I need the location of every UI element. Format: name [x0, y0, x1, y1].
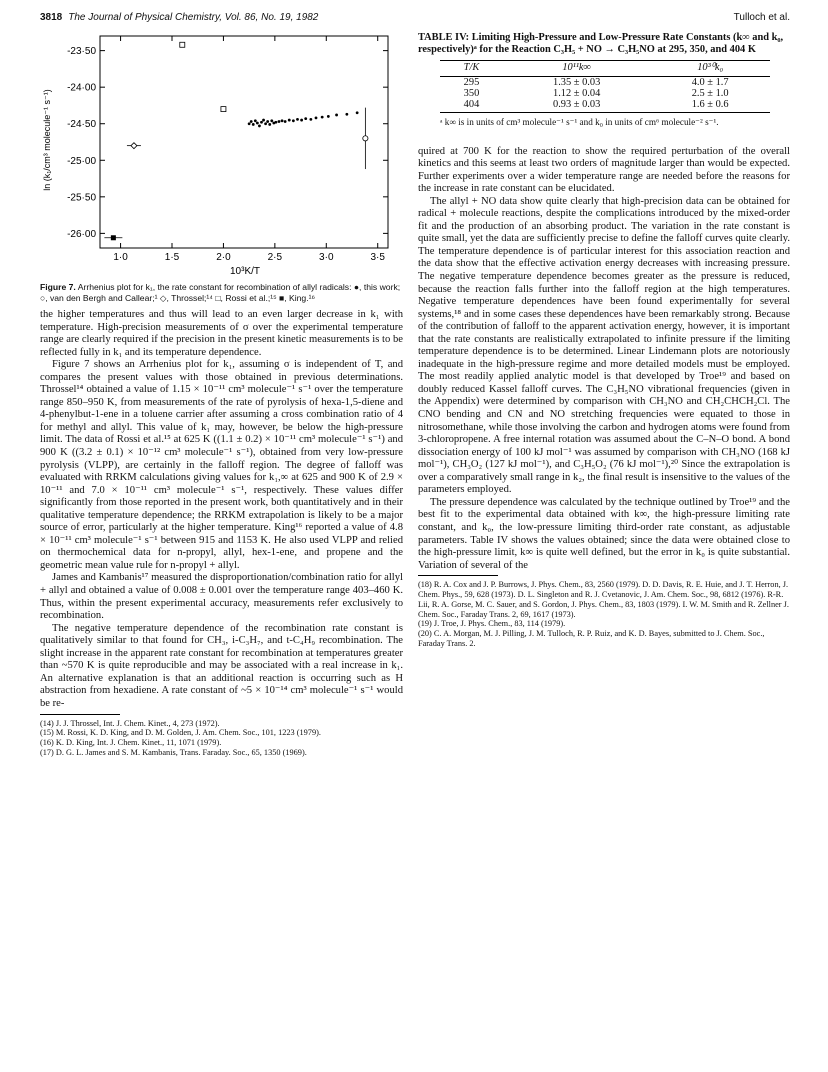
- data-point: [288, 119, 291, 122]
- data-point: [296, 118, 299, 121]
- data-point: [270, 119, 273, 122]
- figure-caption: [40, 282, 403, 303]
- data-point: [292, 119, 295, 122]
- y-tick-label: -25·50: [67, 192, 96, 204]
- data-point: [256, 122, 259, 125]
- table-header: 10¹¹k∞: [503, 61, 650, 77]
- left-column: [40, 30, 403, 758]
- footnote-separator: [418, 575, 498, 576]
- data-point: [262, 119, 265, 122]
- table-cell: 404: [440, 99, 503, 113]
- table-footnote: ᵃ k∞ is in units of cm³ molecule⁻¹ s⁻¹ and k₀ in units of cm⁶ molecule⁻² s⁻¹.: [440, 116, 719, 127]
- reference: (16) K. D. King, Int. J. Chem. Kinet., 11, 1071 (1979).: [40, 738, 222, 748]
- figure-caption-label: Figure 7.: [40, 282, 76, 292]
- y-tick-label: -24·00: [67, 82, 96, 94]
- reference: (14) J. J. Throssel, Int. J. Chem. Kinet., 4, 273 (1972).: [40, 718, 220, 728]
- table-cell: 295: [463, 76, 480, 88]
- data-point: [284, 120, 287, 123]
- x-tick-label: 2·5: [267, 252, 283, 263]
- reference: (17) D. G. L. James and S. M. Kambanis, Trans. Faraday. Soc., 65, 1350 (1969).: [40, 747, 307, 757]
- table-header: 10³⁰k₀: [650, 61, 770, 77]
- references-right: [418, 580, 790, 649]
- table-cell: 4.0 ± 1.7: [691, 76, 729, 88]
- y-tick-label: -23·50: [67, 46, 96, 58]
- data-point: [327, 115, 330, 118]
- body-paragraph: James and Kambanis¹⁷ measured the disproportionation/combination ratio for allyl + allyl and obtained a value of 0.008 ± 0.001 over the temperature range 403–460 K. Thus, within the present experimental accuracy, measurements refer exclusively to recombination.: [40, 572, 403, 622]
- y-tick-label: -25·00: [67, 155, 96, 167]
- table-cell: 1.6 ± 0.6: [650, 99, 770, 113]
- data-point: [254, 119, 257, 122]
- data-point: [250, 120, 253, 123]
- y-tick-label: -26·00: [67, 228, 96, 240]
- references-left: [40, 719, 403, 758]
- data-point: [356, 111, 359, 114]
- body-paragraph: the higher temperatures and thus will lead to an even larger decrease in k₁ with temperature. High-precision measurements of σ over the experimental temperature range are clearly required if the precision in the present kinetic measurements is to be reflected fully in k₁ and its temperature dependence.: [40, 309, 403, 358]
- data-point: [300, 119, 303, 122]
- x-axis-label: 10³K/T: [229, 266, 261, 277]
- body-paragraph: quired at 700 K for the reaction to show the required perturbation of the overall kinetics and this seems at least two orders of magnitude larger than would be expected. Further experiments over a wider temperature range are needed before the reasons for the increase in rate constant can be elucidated.: [418, 145, 790, 195]
- data-point: [248, 122, 251, 125]
- data-point: [252, 123, 255, 126]
- table-cell: 1.35 ± 0.03: [553, 76, 601, 88]
- table-row: [440, 88, 770, 99]
- table-caption: TABLE IV: Limiting High-Pressure and Low-Pressure Rate Constants (k∞ and k₀, respectively)ᵃ for the Reaction C₃H₅ + NO → C₃H₅NO at 295, 350, and 404 K: [418, 32, 784, 55]
- data-point: [335, 114, 338, 117]
- data-point: [274, 121, 277, 124]
- arrhenius-plot: [40, 30, 403, 278]
- body-paragraph: The allyl + NO data show quite clearly that high-precision data can be obtained for radical + molecule reactions, despite the complications introduced by the mixed-order fit and the production of an absorbing product. The variation in the rate constant is quite small, yet the data are sufficiently precise to define the falloff curves quite clearly. The temperature dependence is of particular interest for this association reaction and the data show that the effective activation energy decreases with increasing pressure. The negative temperature dependence becomes greater as the pressure is reduced, because the reaction falls further into the falloff region at the high temperatures. Negative temperature dependences have been found experimentally for several systems,¹⁸ and in some cases these dependences have been remarkably strong. Because of the contribution of falloff to the apparent activation energy, however, it is important that the rate constants are realistically extrapolated to infinite pressure if the limiting temperature dependence is to be determined. Linear Lindemann plots are notoriously inadequate in the high-pressure regime and more detailed models must be employed. The most readily applied analytic model is that developed by Troe¹⁹ and based on doubly reduced Kassel falloff curves. The C₃H₅NO vibrational frequencies (given in the Appendix) were determined by comparison with CH₃NO and CH₂CHCH₂Cl. The CNO bending and CN and NO stretching frequencies were equated to those in nitrosomethane, while those involving the carbon and hydrogen atoms were found from 3-chloropropene. A free internal rotation was assumed about the C–N–O bond. A bond dissociation energy of 100 kJ mol⁻¹ was assumed by comparison with CH₃NO (168 kJ mol⁻¹), CH₃O₂ (127 kJ mol⁻¹), and C₃H₅O₂ (76 kJ mol⁻¹),²⁰ Since the extrapolation is over a comparatively small range in k₂, the final result is insensitive to the values of the parameters employed.: [418, 195, 790, 496]
- x-tick-label: 2·0: [216, 252, 231, 263]
- data-point: [221, 107, 226, 112]
- x-tick-label: 1·5: [164, 252, 180, 263]
- table-cell: 1.12 ± 0.04: [553, 87, 601, 99]
- data-point: [363, 136, 368, 141]
- reference: (19) J. Troe, J. Phys. Chem., 83, 114 (1979).: [418, 619, 566, 629]
- data-point: [304, 117, 307, 120]
- header-left: [40, 12, 318, 23]
- plot-frame: [100, 36, 388, 248]
- data-point: [131, 143, 137, 149]
- data-point: [268, 123, 271, 126]
- journal-name: The Journal of Physical Chemistry, Vol. 86, No. 19, 1982: [68, 12, 319, 23]
- table-cell: 2.5 ± 1.0: [691, 87, 729, 99]
- reference: (15) M. Rossi, K. D. King, and D. M. Golden, J. Am. Chem. Soc., 101, 1223 (1979).: [40, 728, 321, 738]
- data-point: [111, 235, 116, 240]
- x-tick-label: 3·5: [370, 252, 385, 263]
- x-tick-label: 3·0: [319, 252, 334, 263]
- table-cell: 0.93 ± 0.03: [503, 99, 650, 113]
- table-header: T/K: [440, 61, 503, 77]
- data-point: [321, 116, 324, 119]
- table-row: [440, 76, 770, 88]
- footnote-separator: [40, 714, 120, 715]
- reference: (18) R. A. Cox and J. P. Burrows, J. Phys. Chem., 83, 2560 (1979). D. D. Davis, R. E. Huie, and J. T. Herron, J. Chem. Phys., 59, 628 (1973). D. L. Singleton and R. J. Cvetanovic, J. Am. Chem. Soc., 98, 6812 (1976). R-R. Lii, R. A. Gorse, M. C. Sauer, and S. Gordon, J. Phys. Chem., 83, 1803 (1979). I. W. M. Smith and R. Zellner J. Chem. Soc., Faraday Trans. 2, 69, 1617 (1973).: [418, 580, 789, 619]
- body-paragraph: Figure 7 shows an Arrhenius plot for k₁, assuming σ is independent of T, and compares the present values with those obtained in previous determinations. Throssel¹⁴ obtained a value of 1.15 × 10⁻¹¹ cm³ molecule⁻¹ s⁻¹ over the temperature range 850–950 K, from measurements of the rate of pyrolysis of hexa-1,5-diene and 4-phenylbut-1-ene in a toluene carrier after assuming a cross combination ratio of 4 for methyl and allyl. This value of k₁ may, however, be below the high-pressure limit. The data of Rossi et al.¹⁵ at 625 K ((1.1 ± 0.2) × 10⁻¹¹ cm³ molecule⁻¹ s⁻¹) and 900 K ((3.2 ± 0.1) × 10⁻¹² cm³ molecule⁻¹ s⁻¹), obtained from very low-pressure pyrolysis (VLPP), are certainly in the falloff region. The degree of falloff was evaluated with RRKM calculations giving values for k₁,∞ at 625 and 900 K of 2.9 × 10⁻¹¹ and 7.0 × 10⁻¹¹ cm³ molecule⁻¹ s⁻¹, respectively. These values differ significantly from those reported in the present work, both quantitatively and in their qualitative temperature dependence; the RRKM extrapolation is likely to be a major source of error, particularly at the higher temperature. King¹⁶ reported a value of 4.8 × 10⁻¹¹ cm³ molecule⁻¹ s⁻¹ between 915 and 1153 K. He also used VLPP and relied on thermochemical data for n-propyl, allyl, hex-1-ene, and propene and the geometric mean value rule for n-propyl + allyl.: [40, 359, 403, 571]
- data-point: [278, 120, 281, 123]
- body-paragraph: The pressure dependence was calculated by the technique outlined by Troe¹⁹ and the best fit to the experimental data obtained with k∞, the high-pressure limiting rate constant, and k₀, the low-pressure limiting third-order rate constant, as adjustable parameters. Table IV shows the values obtained; since the data were obtained close to the high-pressure limit, k∞ is quite well defined, but the error in k₀ is quite substantial. Variation of several of the: [418, 496, 790, 571]
- y-tick-label: -24·50: [67, 119, 96, 131]
- header-authors: Tulloch et al.: [733, 12, 790, 23]
- data-point: [345, 113, 348, 116]
- table-cell: 350: [463, 87, 480, 99]
- data-point: [180, 42, 185, 47]
- body-paragraph: The negative temperature dependence of the recombination rate constant is qualitatively similar to that found for CH₃, i-C₃H₇, and t-C₄H₉ recombination. The slight increase in the apparent rate constant for recombination at temperatures greater than ~570 K is quite reproducible and may be associated with a real increase in k₁. An alternative explanation is that an additional reaction is occurring such as H abstraction from hexadiene. A rate constant of ~5 × 10⁻¹⁴ cm³ molecule⁻¹ s⁻¹ would be re-: [40, 622, 403, 709]
- data-point: [281, 119, 284, 122]
- data-point: [264, 122, 267, 125]
- table-row: [440, 99, 770, 113]
- data-point: [260, 121, 263, 124]
- y-axis-label: ln (k₁/cm³ molecule⁻¹ s⁻¹): [42, 89, 52, 191]
- data-point: [266, 120, 269, 123]
- page-header: [40, 12, 790, 28]
- data-point: [315, 116, 318, 119]
- reference: (20) C. A. Morgan, M. J. Pilling, J. M. Tulloch, R. P. Ruiz, and K. D. Bayes, submitted to J. Chem. Soc., Faraday Trans. 2.: [418, 629, 765, 648]
- data-point: [258, 125, 261, 128]
- figure-caption-text: Arrhenius plot for k₁, the rate constant for recombination of allyl radicals: ●, this work; ○, van den Bergh and Callear;¹ ◇, Throssel;¹⁴ □, Rossi et al.;¹⁵ ■, King.¹⁶: [40, 282, 401, 303]
- page-number: 3818: [40, 12, 63, 23]
- right-column: [418, 30, 790, 649]
- x-tick-label: 1·0: [113, 252, 128, 263]
- data-point: [309, 118, 312, 121]
- figure-7: [40, 30, 403, 278]
- rate-constants-table: [440, 60, 770, 113]
